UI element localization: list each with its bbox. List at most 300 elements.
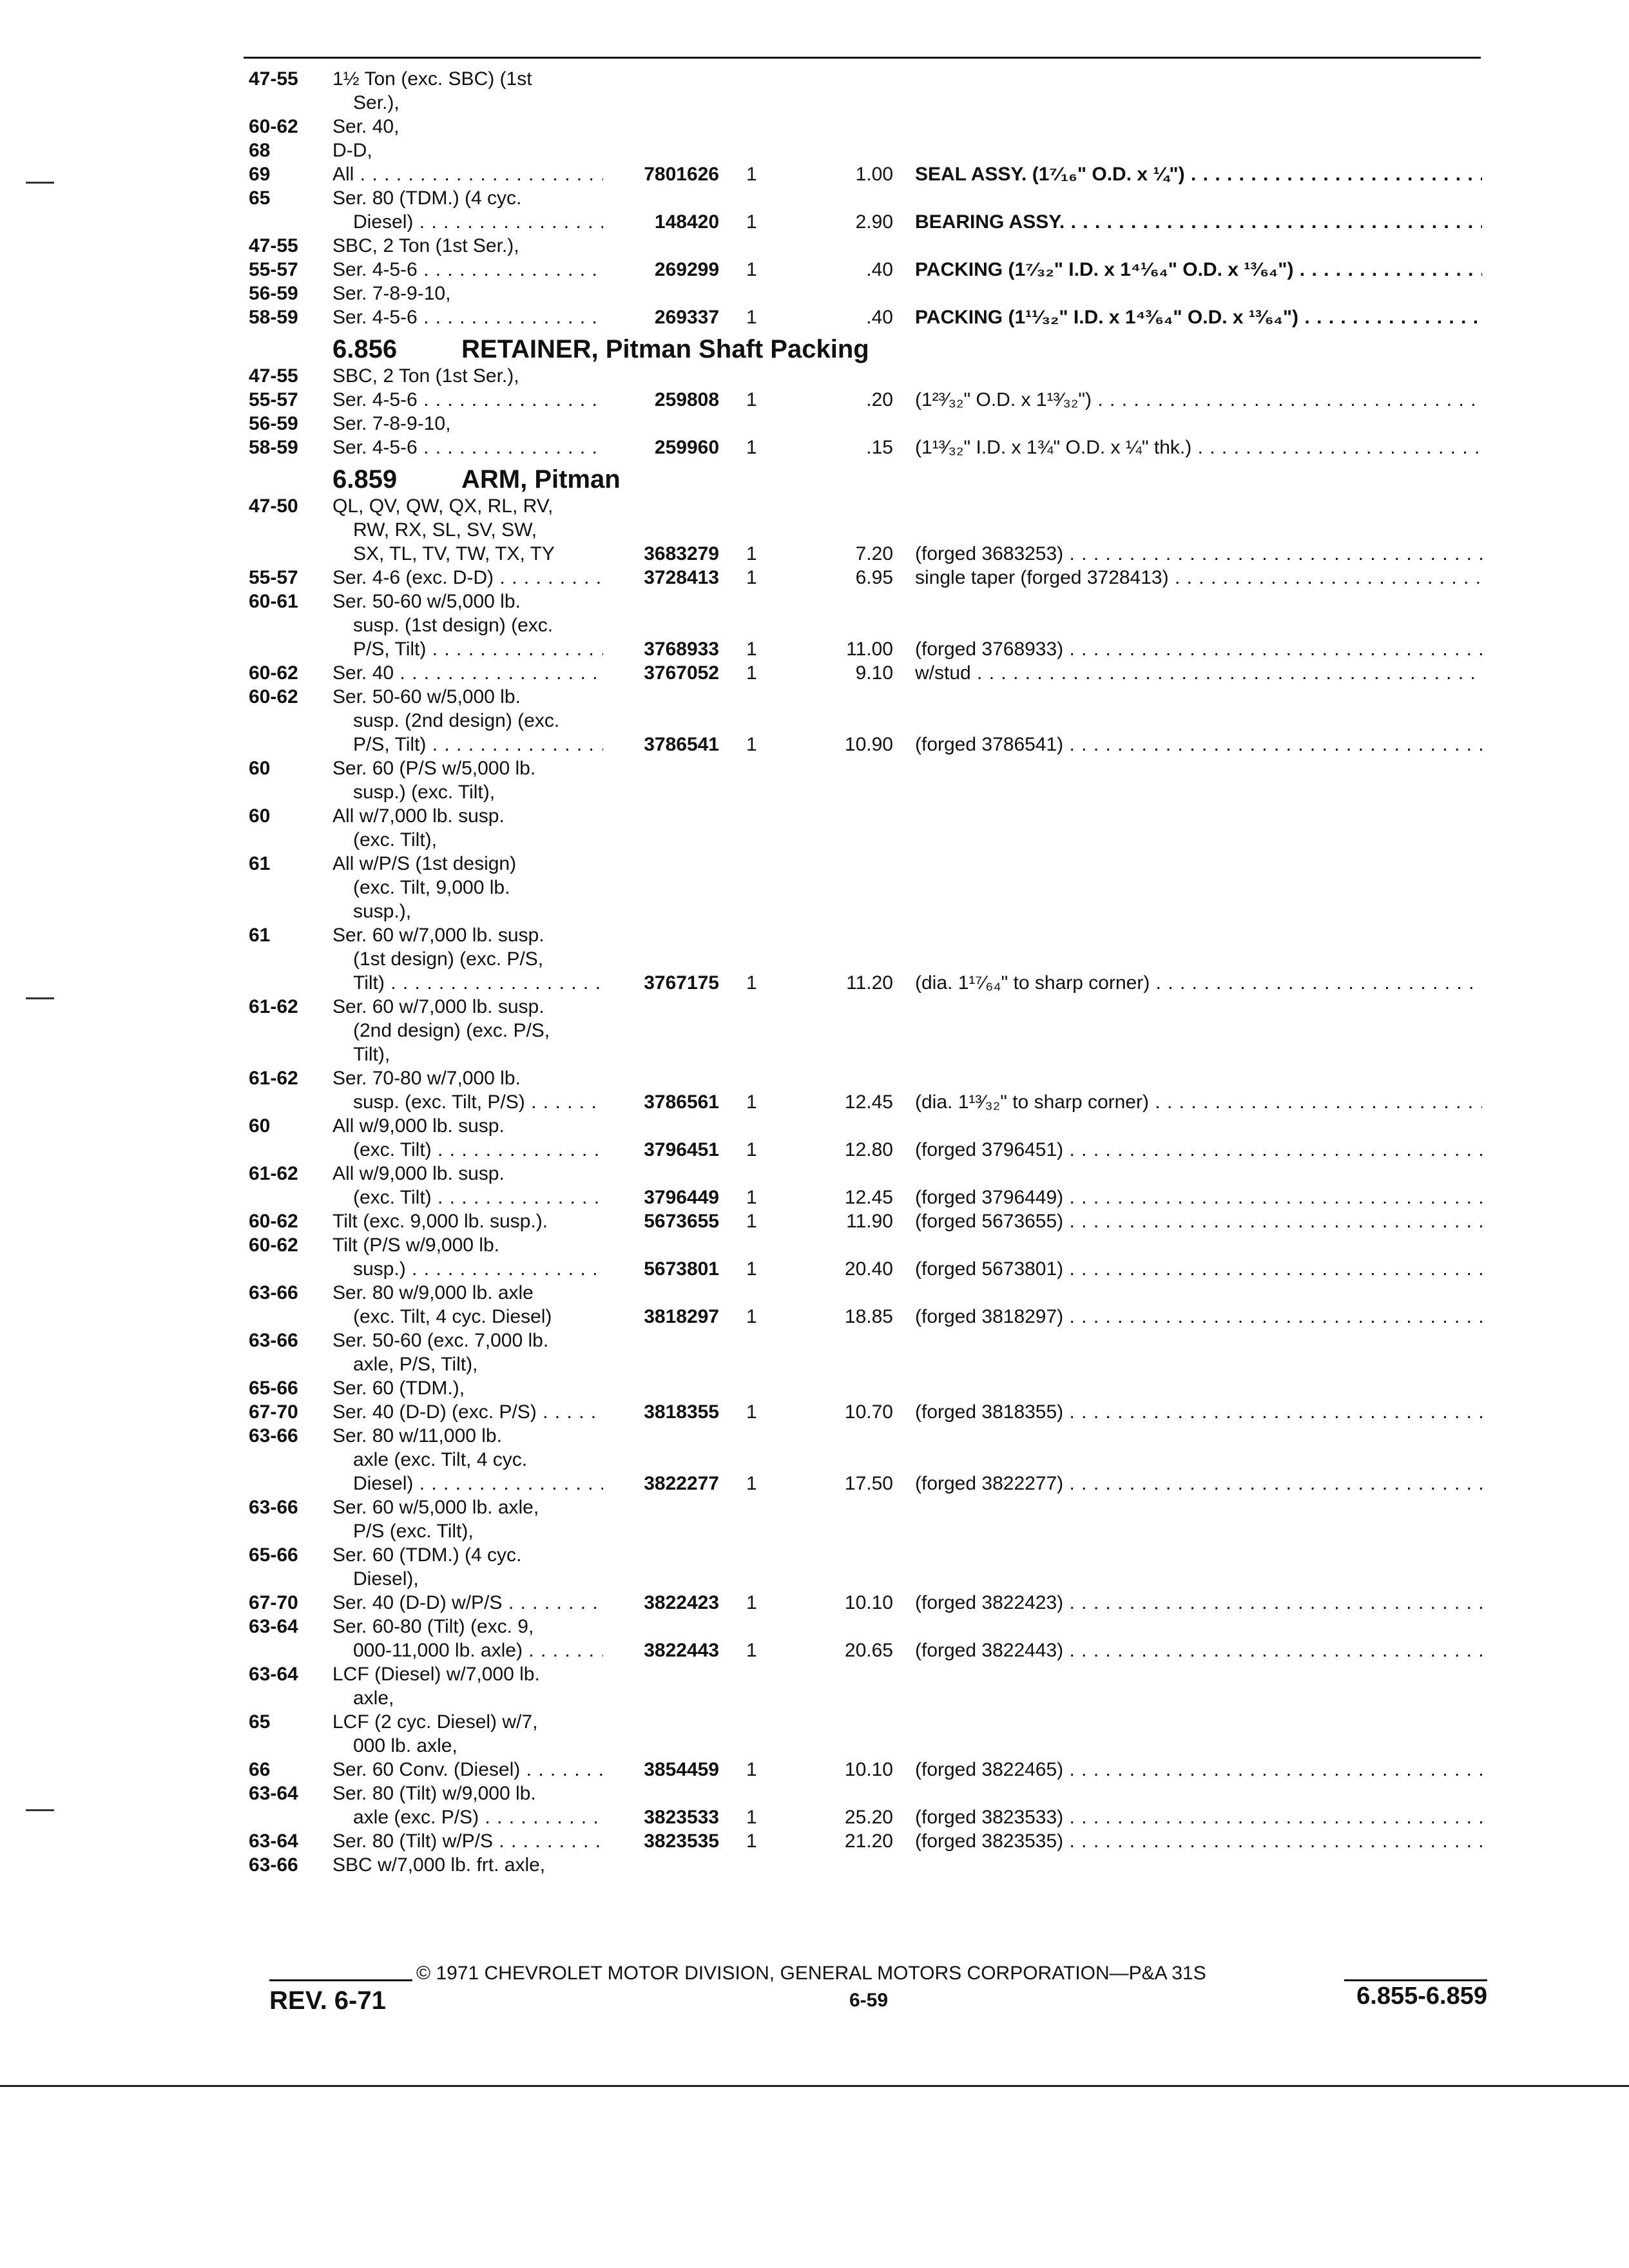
price: .15	[866, 437, 893, 458]
application-description: susp. (2nd design) (exc.	[353, 710, 560, 731]
application-description: Ser. 80 w/9,000 lb. axle	[333, 1282, 534, 1303]
parts-row	[0, 1066, 1629, 1091]
quantity: 1	[746, 437, 757, 458]
parts-row	[0, 1138, 1629, 1162]
parts-row	[0, 436, 1629, 460]
application-description: Ser. 4-5-6 . . .	[333, 305, 603, 330]
part-number: 5673655	[644, 1211, 719, 1232]
part-remarks: single taper (forged 3728413) . . .	[915, 566, 1482, 590]
application-description: Ser. 40 (D-D) (exc. P/S) . . .	[333, 1400, 603, 1425]
parts-row	[0, 1424, 1629, 1448]
application-description: Ser. 80 (TDM.) (4 cyc.	[333, 187, 522, 209]
section-heading	[333, 333, 869, 365]
part-remarks: (forged 3823535) . . .	[915, 1829, 1482, 1854]
application-description: P/S, Tilt) . . .	[353, 637, 603, 662]
model-years: 63-66	[249, 1425, 298, 1446]
quantity: 1	[746, 1211, 757, 1232]
model-years: 65	[249, 187, 271, 209]
price: 10.70	[844, 1401, 893, 1423]
part-number: 148420	[654, 211, 719, 233]
part-remarks: (dia. 1¹⁷⁄₆₄" to sharp corner) . . .	[915, 971, 1482, 995]
part-remarks: (forged 3822465) . . .	[915, 1758, 1482, 1782]
quantity: 1	[746, 1807, 757, 1828]
price: 9.10	[855, 662, 893, 684]
model-years: 58-59	[249, 307, 298, 328]
model-years: 55-57	[249, 389, 298, 410]
application-description: QL, QV, QW, QX, RL, RV,	[333, 495, 554, 517]
parts-row	[0, 115, 1629, 139]
parts-row	[0, 186, 1629, 211]
section-range: 6.855-6.859	[1356, 1983, 1487, 2010]
application-description: P/S, Tilt) . . .	[353, 733, 603, 757]
parts-row	[0, 733, 1629, 757]
parts-row	[0, 1376, 1629, 1401]
quantity: 1	[746, 662, 757, 684]
quantity: 1	[746, 1640, 757, 1661]
price: 25.20	[844, 1807, 893, 1828]
application-description: Ser. 50-60 w/5,000 lb.	[333, 686, 521, 707]
parts-row	[0, 305, 1629, 330]
model-years: 60-62	[249, 662, 298, 684]
application-description: Ser. 80 w/11,000 lb.	[333, 1425, 502, 1446]
price: 12.45	[844, 1091, 893, 1113]
parts-row	[0, 1448, 1629, 1472]
application-description: All w/P/S (1st design)	[333, 853, 517, 874]
parts-row	[0, 139, 1629, 163]
application-description: (2nd design) (exc. P/S,	[353, 1020, 550, 1041]
model-years: 60-61	[249, 591, 298, 612]
parts-row	[0, 1114, 1629, 1139]
price: 11.90	[846, 1211, 893, 1232]
part-number: 3823535	[644, 1831, 719, 1852]
application-description: All w/7,000 lb. susp.	[333, 805, 505, 827]
parts-row	[0, 364, 1629, 389]
part-remarks: w/stud . . .	[915, 661, 1482, 686]
price: 10.90	[844, 734, 893, 755]
part-number: 269299	[654, 259, 719, 280]
application-description: LCF (Diesel) w/7,000 lb.	[333, 1664, 540, 1685]
part-number: 3767052	[644, 662, 719, 684]
parts-row	[0, 1162, 1629, 1186]
part-remarks: (forged 3822443) . . .	[915, 1639, 1482, 1663]
application-description: All . . .	[333, 162, 603, 187]
application-description: SBC, 2 Ton (1st Ser.),	[333, 235, 519, 256]
parts-row	[0, 1639, 1629, 1663]
application-description: susp. (1st design) (exc.	[353, 615, 554, 636]
application-description: (exc. Tilt),	[353, 829, 438, 850]
price: .40	[866, 259, 893, 280]
application-description: SBC w/7,000 lb. frt. axle,	[333, 1854, 546, 1876]
model-years: 61	[249, 853, 271, 874]
price: 7.20	[855, 543, 893, 564]
price: 10.10	[844, 1592, 893, 1613]
price: 20.65	[844, 1640, 893, 1661]
parts-row	[0, 566, 1629, 590]
bottom-rule	[0, 2085, 1629, 2087]
part-remarks: BEARING ASSY. . . .	[915, 210, 1482, 235]
part-remarks: PACKING (1¹¹⁄₃₂" I.D. x 1⁴³⁄₆₄" O.D. x ¹³⁄₆₄") . . .	[915, 305, 1482, 330]
application-description: axle, P/S, Tilt),	[353, 1354, 478, 1375]
parts-row	[0, 234, 1629, 258]
part-remarks: (forged 5673801) . . .	[915, 1257, 1482, 1282]
part-number: 3822443	[644, 1640, 719, 1661]
model-years: 60-62	[249, 1235, 298, 1256]
parts-row	[0, 494, 1629, 519]
application-description: Ser. 60 w/5,000 lb. axle,	[333, 1497, 539, 1518]
parts-row	[0, 1662, 1629, 1687]
part-remarks: (forged 5673655) . . .	[915, 1209, 1482, 1234]
application-description: axle (exc. Tilt, 4 cyc.	[353, 1449, 528, 1470]
parts-row	[0, 685, 1629, 709]
parts-row	[0, 162, 1629, 187]
model-years: 66	[249, 1759, 271, 1780]
application-description: SBC, 2 Ton (1st Ser.),	[333, 365, 519, 387]
model-years: 63-64	[249, 1616, 298, 1637]
model-years: 60-62	[249, 116, 298, 137]
model-years: 69	[249, 164, 271, 185]
parts-row	[0, 210, 1629, 235]
application-description: susp.),	[353, 901, 412, 922]
application-description: 000-11,000 lb. axle) . . .	[353, 1639, 603, 1663]
price: 20.40	[844, 1258, 893, 1280]
quantity: 1	[746, 734, 757, 755]
part-remarks: PACKING (1⁷⁄₃₂" I.D. x 1⁴¹⁄₆₄" O.D. x ¹³⁄₆₄") . . .	[915, 258, 1482, 282]
model-years: 61-62	[249, 1163, 298, 1184]
parts-row	[0, 1090, 1629, 1115]
model-years: 68	[249, 140, 271, 161]
part-number: 5673801	[644, 1258, 719, 1280]
model-years: 60	[249, 758, 271, 779]
parts-row	[0, 1734, 1629, 1758]
part-number: 3767175	[644, 972, 719, 994]
application-description: RW, RX, SL, SV, SW,	[353, 519, 537, 541]
parts-row	[0, 637, 1629, 662]
parts-row	[0, 1686, 1629, 1711]
application-description: Ser. 60 (TDM.) (4 cyc.	[333, 1544, 522, 1566]
part-number: 3818297	[644, 1306, 719, 1327]
application-description: Ser. 4-5-6 . . .	[333, 436, 603, 460]
quantity: 1	[746, 1187, 757, 1208]
part-number: 3786561	[644, 1091, 719, 1113]
application-description: Ser. 80 (Tilt) w/9,000 lb.	[333, 1783, 536, 1804]
part-number: 7801626	[644, 164, 719, 185]
parts-row	[0, 542, 1629, 566]
part-number: 3822277	[644, 1473, 719, 1494]
part-remarks: (forged 3768933) . . .	[915, 637, 1482, 662]
price: 11.00	[846, 639, 893, 660]
application-description: Ser. 40,	[333, 116, 400, 137]
part-number: 259808	[654, 389, 719, 410]
application-description: Ser. 4-5-6 . . .	[333, 258, 603, 282]
part-number: 3823533	[644, 1807, 719, 1828]
application-description: All w/9,000 lb. susp.	[333, 1163, 505, 1184]
application-description: P/S (exc. Tilt),	[353, 1521, 474, 1542]
section-number: 6.859	[333, 465, 398, 494]
quantity: 1	[746, 1139, 757, 1160]
application-description: (exc. Tilt, 9,000 lb.	[353, 877, 510, 898]
model-years: 47-55	[249, 235, 298, 256]
quantity: 1	[746, 1592, 757, 1613]
quantity: 1	[746, 211, 757, 233]
application-description: (1st design) (exc. P/S,	[353, 948, 544, 970]
application-description: SX, TL, TV, TW, TX, TY	[353, 543, 555, 564]
parts-row	[0, 1209, 1629, 1234]
quantity: 1	[746, 639, 757, 660]
model-years: 65	[249, 1711, 271, 1733]
page-number: 6-59	[849, 1990, 889, 2011]
application-description: 1½ Ton (exc. SBC) (1st	[333, 68, 532, 90]
application-description: Tilt (exc. 9,000 lb. susp.).	[333, 1211, 548, 1232]
quantity: 1	[746, 1401, 757, 1423]
footer-rule	[269, 1979, 412, 1981]
model-years: 58-59	[249, 437, 298, 458]
parts-row	[0, 899, 1629, 924]
parts-row	[0, 1305, 1629, 1329]
application-description: susp. (exc. Tilt, P/S) . . .	[353, 1090, 603, 1115]
parts-row	[0, 1615, 1629, 1639]
section-title: RETAINER, Pitman Shaft Packing	[461, 335, 869, 363]
price: 17.50	[844, 1473, 893, 1494]
application-description: Ser. 60 (P/S w/5,000 lb.	[333, 758, 536, 779]
part-number: 3854459	[644, 1759, 719, 1780]
application-description: Diesel),	[353, 1568, 419, 1590]
model-years: 56-59	[249, 283, 298, 304]
parts-row	[0, 1829, 1629, 1854]
part-number: 3786541	[644, 734, 719, 755]
model-years: 63-66	[249, 1854, 298, 1876]
model-years: 47-55	[249, 68, 298, 90]
application-description: Diesel) . . .	[353, 1472, 603, 1496]
price: 11.20	[846, 972, 893, 994]
parts-row	[0, 923, 1629, 948]
application-description: Tilt) . . .	[353, 971, 603, 995]
model-years: 60-62	[249, 1211, 298, 1232]
parts-row	[0, 1233, 1629, 1258]
model-years: 63-64	[249, 1831, 298, 1852]
part-number: 3768933	[644, 639, 719, 660]
parts-row	[0, 1782, 1629, 1806]
application-description: Ser. 50-60 (exc. 7,000 lb.	[333, 1330, 549, 1351]
parts-row	[0, 1543, 1629, 1568]
parts-row	[0, 828, 1629, 852]
application-description: Tilt (P/S w/9,000 lb.	[333, 1235, 499, 1256]
application-description: Ser. 60 (TDM.),	[333, 1378, 465, 1399]
quantity: 1	[746, 1091, 757, 1113]
price: 6.95	[855, 567, 893, 588]
model-years: 61-62	[249, 996, 298, 1017]
model-years: 55-57	[249, 259, 298, 280]
application-description: All w/9,000 lb. susp.	[333, 1115, 505, 1137]
application-description: 000 lb. axle,	[353, 1735, 458, 1756]
model-years: 56-59	[249, 413, 298, 434]
model-years: 47-55	[249, 365, 298, 387]
parts-row	[0, 1495, 1629, 1520]
part-remarks: (forged 3796449) . . .	[915, 1186, 1482, 1210]
part-remarks: (forged 3823533) . . .	[915, 1805, 1482, 1830]
part-remarks: (dia. 1¹³⁄₃₂" to sharp corner) . . .	[915, 1090, 1482, 1115]
parts-row	[0, 1281, 1629, 1305]
application-description: Ser. 40 . . .	[333, 661, 603, 686]
part-number: 3683279	[644, 543, 719, 564]
price: 10.10	[844, 1759, 893, 1780]
model-years: 60	[249, 1115, 271, 1137]
part-remarks: (forged 3822423) . . .	[915, 1591, 1482, 1615]
application-description: Diesel) . . .	[353, 210, 603, 235]
application-description: Ser. 7-8-9-10,	[333, 283, 451, 304]
application-description: Ser. 7-8-9-10,	[333, 413, 451, 434]
application-description: (exc. Tilt, 4 cyc. Diesel)	[353, 1306, 552, 1327]
part-remarks: (forged 3818297) . . .	[915, 1305, 1482, 1329]
model-years: 65-66	[249, 1378, 298, 1399]
application-description: Ser.),	[353, 92, 400, 113]
part-remarks: (forged 3796451) . . .	[915, 1138, 1482, 1162]
price: 2.90	[855, 211, 893, 233]
parts-row	[0, 91, 1629, 115]
price: .40	[866, 307, 893, 328]
quantity: 1	[746, 972, 757, 994]
parts-row	[0, 1591, 1629, 1615]
parts-row	[0, 1400, 1629, 1425]
part-remarks: (forged 3786541) . . .	[915, 733, 1482, 757]
quantity: 1	[746, 1258, 757, 1280]
parts-row	[0, 67, 1629, 91]
part-number: 269337	[654, 307, 719, 328]
model-years: 63-64	[249, 1783, 298, 1804]
parts-row	[0, 1472, 1629, 1496]
application-description: Tilt),	[353, 1044, 390, 1065]
application-description: Ser. 4-6 (exc. D-D) . . .	[333, 566, 603, 590]
model-years: 63-66	[249, 1330, 298, 1351]
parts-row	[0, 1019, 1629, 1043]
model-years: 61	[249, 925, 271, 946]
quantity: 1	[746, 543, 757, 564]
copyright-notice: © 1971 CHEVROLET MOTOR DIVISION, GENERAL MOTORS CORPORATION—P&A 31S	[416, 1963, 1206, 1984]
revision-label: REV. 6-71	[269, 1986, 386, 2015]
parts-row	[0, 756, 1629, 781]
parts-row	[0, 258, 1629, 282]
quantity: 1	[746, 389, 757, 410]
parts-row	[0, 1043, 1629, 1067]
application-description: Ser. 50-60 w/5,000 lb.	[333, 591, 521, 612]
parts-row	[0, 412, 1629, 436]
section-number: 6.856	[333, 335, 398, 363]
application-description: LCF (2 cyc. Diesel) w/7,	[333, 1711, 538, 1733]
application-description: Ser. 60 w/7,000 lb. susp.	[333, 925, 545, 946]
part-number: 3822423	[644, 1592, 719, 1613]
part-number: 259960	[654, 437, 719, 458]
parts-row	[0, 1805, 1629, 1830]
price: 12.45	[844, 1187, 893, 1208]
parts-row	[0, 780, 1629, 805]
part-number: 3796449	[644, 1187, 719, 1208]
quantity: 1	[746, 1759, 757, 1780]
parts-row	[0, 590, 1629, 614]
application-description: Ser. 60 Conv. (Diesel) . . .	[333, 1758, 603, 1782]
section-heading	[333, 463, 621, 495]
application-description: (exc. Tilt) . . .	[353, 1186, 603, 1210]
application-description: Ser. 60 w/7,000 lb. susp.	[333, 996, 545, 1017]
quantity: 1	[746, 1831, 757, 1852]
quantity: 1	[746, 1473, 757, 1494]
model-years: 67-70	[249, 1401, 298, 1423]
price: 12.80	[844, 1139, 893, 1160]
parts-row	[0, 876, 1629, 900]
parts-row	[0, 1186, 1629, 1210]
application-description: susp.) . . .	[353, 1257, 603, 1282]
part-remarks: SEAL ASSY. (1⁷⁄₁₆" O.D. x ¼") . . .	[915, 162, 1482, 187]
model-years: 61-62	[249, 1068, 298, 1089]
parts-row	[0, 1853, 1629, 1878]
price: 21.20	[844, 1831, 893, 1852]
parts-row	[0, 1567, 1629, 1591]
price: 1.00	[855, 164, 893, 185]
quantity: 1	[746, 164, 757, 185]
parts-row	[0, 1710, 1629, 1735]
part-remarks: (forged 3818355) . . .	[915, 1400, 1482, 1425]
part-remarks: (forged 3822277) . . .	[915, 1472, 1482, 1496]
part-number: 3818355	[644, 1401, 719, 1423]
model-years: 63-64	[249, 1664, 298, 1685]
parts-row	[0, 518, 1629, 543]
section-title: ARM, Pitman	[461, 465, 621, 494]
application-description: Ser. 40 (D-D) w/P/S . . .	[333, 1591, 603, 1615]
quantity: 1	[746, 567, 757, 588]
parts-row	[0, 1257, 1629, 1282]
application-description: Ser. 80 (Tilt) w/P/S . . .	[333, 1829, 603, 1854]
parts-row	[0, 1758, 1629, 1782]
parts-row	[0, 852, 1629, 876]
application-description: Ser. 70-80 w/7,000 lb.	[333, 1068, 521, 1089]
part-remarks: (1¹³⁄₃₂" I.D. x 1¾" O.D. x ¼" thk.) . . .	[915, 436, 1482, 460]
application-description: axle,	[353, 1687, 394, 1709]
price: .20	[866, 389, 893, 410]
parts-row	[0, 947, 1629, 972]
parts-row	[0, 1519, 1629, 1544]
quantity: 1	[746, 259, 757, 280]
parts-row	[0, 282, 1629, 306]
parts-row	[0, 613, 1629, 638]
model-years: 67-70	[249, 1592, 298, 1613]
part-remarks: (forged 3683253) . . .	[915, 542, 1482, 566]
model-years: 55-57	[249, 567, 298, 588]
application-description: Ser. 4-5-6 . . .	[333, 388, 603, 412]
parts-row	[0, 1352, 1629, 1377]
parts-row	[0, 661, 1629, 686]
model-years: 47-50	[249, 495, 298, 517]
quantity: 1	[746, 307, 757, 328]
application-description: susp.) (exc. Tilt),	[353, 782, 496, 803]
part-number: 3728413	[644, 567, 719, 588]
model-years: 63-66	[249, 1282, 298, 1303]
application-description: axle (exc. P/S) . . .	[353, 1805, 603, 1830]
parts-row	[0, 804, 1629, 829]
quantity: 1	[746, 1306, 757, 1327]
parts-row	[0, 995, 1629, 1019]
application-description: Ser. 60-80 (Tilt) (exc. 9,	[333, 1616, 534, 1637]
model-years: 63-66	[249, 1497, 298, 1518]
model-years: 60	[249, 805, 271, 827]
parts-row	[0, 1329, 1629, 1353]
parts-row	[0, 709, 1629, 733]
model-years: 65-66	[249, 1544, 298, 1566]
application-description: D-D,	[333, 140, 372, 161]
application-description: (exc. Tilt) . . .	[353, 1138, 603, 1162]
price: 18.85	[844, 1306, 893, 1327]
part-remarks: (1²³⁄₃₂" O.D. x 1¹³⁄₃₂") . . .	[915, 388, 1482, 412]
model-years: 60-62	[249, 686, 298, 707]
part-number: 3796451	[644, 1139, 719, 1160]
parts-row	[0, 971, 1629, 995]
